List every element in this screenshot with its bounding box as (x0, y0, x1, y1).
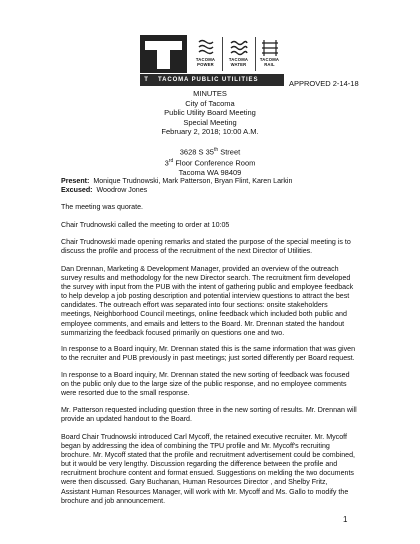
tacoma-public-utilities-logo (140, 35, 284, 87)
meeting-date: February 2, 2018; 10:00 A.M. (161, 127, 259, 137)
minutes-title: MINUTES (193, 89, 227, 98)
survey-overview-paragraph: Dan Drennan, Marketing & Development Manager, provided an overview of the outreach survey results and methodology for the new Director search. The recruitment firm developed the survey with input from the PUB with the intent of gathering public and employee feedback to help develop a job posting description and potential interview questions to attract the best candidates. The outreach effort was separated into four sections: onsite stakeholders meetings, Neighborhood Council meetings, online feedback which included both public and employee comments, and emails and letters to the Board. Mr. Drennan stated the handout summarizing the feedback focused primarily on questions one and two. (61, 265, 354, 337)
meeting-location (0, 146, 420, 178)
approved-stamp: APPROVED 2-14-18 (289, 79, 359, 88)
tacoma-rail-label: TACOMA RAIL (259, 57, 280, 67)
organization: City of Tacoma (185, 98, 235, 108)
tacoma-water-label: TACOMA WATER (228, 57, 249, 67)
present-line: Present: Monique Trudnowski, Mark Patterson, Bryan Flint, Karen Larkin (61, 177, 293, 185)
call-to-order-paragraph: Chair Trudnowski called the meeting to order at 10:05 (61, 221, 230, 229)
minutes-heading (0, 89, 420, 137)
city-line: Tacoma WA 98409 (178, 168, 242, 178)
board-inquiry-paragraph-1: In response to a Board inquiry, Mr. Drennan stated this is the same information that was given to the recruiter and PUB previously in past meetings; just sorted differently per Board request. (61, 345, 356, 363)
tacoma-power-mark (190, 35, 221, 73)
meeting-type: Special Meeting (183, 117, 237, 127)
board-name: Public Utility Board Meeting (164, 108, 256, 118)
logo-banner-text: TACOMA PUBLIC UTILITIES (158, 77, 259, 83)
water-waves-icon (230, 38, 248, 58)
logo-banner (140, 74, 284, 86)
tacoma-water-mark (223, 35, 254, 73)
page-number: 1 (343, 515, 348, 524)
board-inquiry-paragraph-2: In response to a Board inquiry, Mr. Drennan stated the new sorting of feedback was focused on the public only due to the large size of the public response, and no employee comments were resorted due to the small response. (61, 371, 350, 398)
conference-room: 3rd Floor Conference Room (164, 158, 256, 168)
t-logo-icon (140, 35, 187, 73)
tacoma-rail-mark (255, 35, 284, 73)
tacoma-power-label: TACOMA POWER (195, 57, 216, 67)
mycoff-discussion-paragraph: Board Chair Trudnowski introduced Carl Mycoff, the retained executive recruiter. Mr. Mycoff began by addressing the idea of combining the TPU profile and Mr. Mycoff's recruiting brochure. Mr. Mycoff stated that the profile and recruitment advertisement could be combined, but it would be very lengthy. Discussion regarding the difference between the profile and recruitment brochure content and format ensued. Suggestions on melding the two documents were then discussed. Gary Buchanan, Human Resources Director , and Shelby Fritz, Assistant Human Resources Manager, will work with Mr. Mycoff and Ms. Gallo to modify the brochure and job announcement. (61, 433, 356, 505)
quorate-paragraph: The meeting was quorate. (61, 203, 144, 211)
street-address: 3628 S 35th Street (179, 147, 241, 157)
power-lines-icon (197, 38, 215, 58)
rail-tracks-icon (261, 38, 279, 58)
patterson-request-paragraph: Mr. Patterson requested including question three in the new sorting of results. Mr. Drennan will provide an updated handout to the Board. (61, 406, 357, 424)
opening-remarks-paragraph: Chair Trudnowski made opening remarks and stated the purpose of the special meeting is to discuss the profile and process of the recruitment of the next Director of Utilities. (61, 238, 351, 256)
logo-banner-t: T (144, 77, 149, 83)
excused-line: Excused: Woodrow Jones (61, 186, 148, 194)
